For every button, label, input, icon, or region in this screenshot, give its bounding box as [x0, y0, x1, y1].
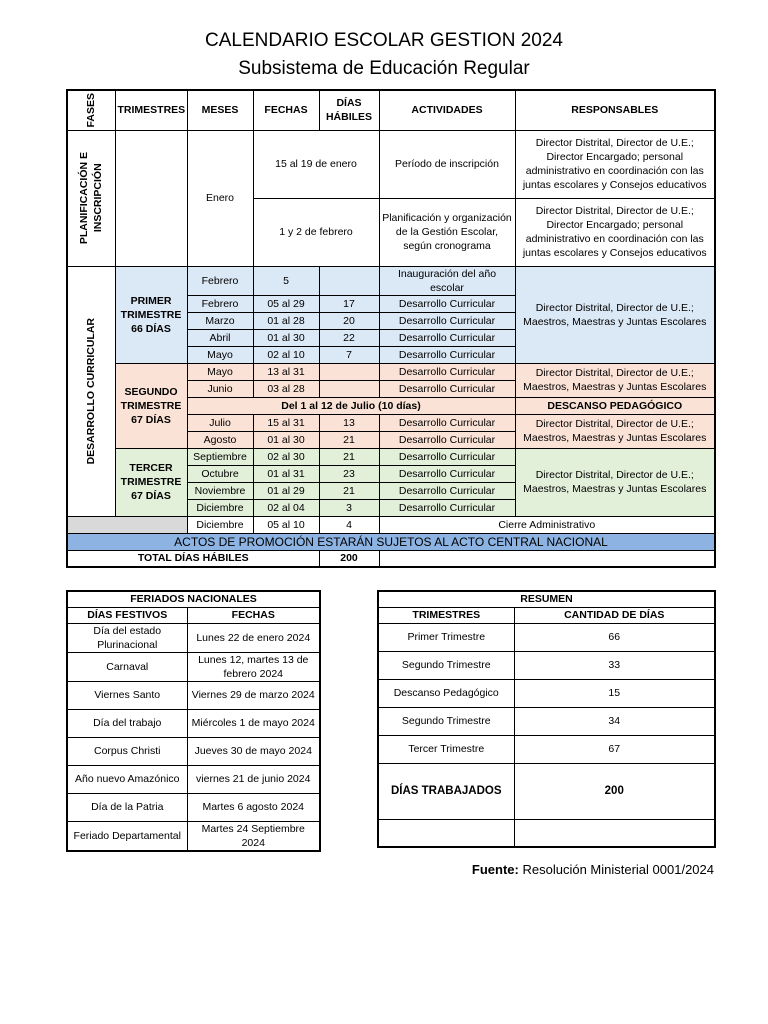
dias: 21 — [319, 482, 379, 499]
mes: Febrero — [187, 266, 253, 295]
actividad: Inauguración del año escolar — [379, 266, 515, 295]
mes: Mayo — [187, 363, 253, 380]
fecha: 02 al 30 — [253, 448, 319, 465]
trimestre-empty — [115, 130, 187, 266]
dias: 21 — [319, 448, 379, 465]
dias: 21 — [319, 431, 379, 448]
resumen-empty — [378, 819, 514, 847]
fecha: 13 al 31 — [253, 363, 319, 380]
resumen-label: Primer Trimestre — [378, 623, 514, 651]
fecha: 01 al 30 — [253, 431, 319, 448]
feriado-dia: Viernes Santo — [67, 681, 187, 709]
total-empty — [379, 550, 715, 567]
resumen-col-trimestres: TRIMESTRES — [378, 607, 514, 623]
actividad: Desarrollo Curricular — [379, 295, 515, 312]
mes: Diciembre — [187, 499, 253, 516]
actividad: Desarrollo Curricular — [379, 346, 515, 363]
actividad: Desarrollo Curricular — [379, 448, 515, 465]
fecha: 15 al 31 — [253, 414, 319, 431]
responsable-primero: Director Distrital, Director de U.E.; Maestros, Maestras y Juntas Escolares — [515, 266, 715, 363]
resumen-label: Segundo Trimestre — [378, 651, 514, 679]
actividad: Desarrollo Curricular — [379, 431, 515, 448]
feriado-dia: Día del estado Plurinacional — [67, 623, 187, 652]
header-actividades: ACTIVIDADES — [379, 90, 515, 130]
mes: Mayo — [187, 346, 253, 363]
mes: Abril — [187, 329, 253, 346]
resumen-label: Tercer Trimestre — [378, 735, 514, 763]
calendar-table — [66, 89, 716, 568]
actividad: Desarrollo Curricular — [379, 499, 515, 516]
feriados-table — [66, 590, 321, 852]
descanso-label: DESCANSO PEDAGÓGICO — [515, 397, 715, 414]
resumen-total-value: 200 — [514, 763, 715, 819]
resumen-value: 67 — [514, 735, 715, 763]
feriado-fecha: viernes 21 de junio 2024 — [187, 765, 320, 793]
cierre-mes: Diciembre — [187, 516, 253, 533]
feriado-dia: Año nuevo Amazónico — [67, 765, 187, 793]
mes: Noviembre — [187, 482, 253, 499]
dias: 13 — [319, 414, 379, 431]
actividad: Desarrollo Curricular — [379, 414, 515, 431]
cierre-dias: 4 — [319, 516, 379, 533]
responsable-tercero: Director Distrital, Director de U.E.; Maestros, Maestras y Juntas Escolares — [515, 448, 715, 516]
resumen-col-cantidad: CANTIDAD DE DÍAS — [514, 607, 715, 623]
actividad: Desarrollo Curricular — [379, 465, 515, 482]
source-text: Resolución Ministerial 0001/2024 — [522, 862, 714, 877]
feriado-fecha: Lunes 12, martes 13 de febrero 2024 — [187, 652, 320, 681]
trimestre-primero: PRIMER TRIMESTRE 66 DÍAS — [115, 266, 187, 363]
fecha: 01 al 28 — [253, 312, 319, 329]
header-responsables: RESPONSABLES — [515, 90, 715, 130]
fecha: 03 al 28 — [253, 380, 319, 397]
resumen-label: Segundo Trimestre — [378, 707, 514, 735]
feriado-dia: Día de la Patria — [67, 793, 187, 821]
resumen-empty — [514, 819, 715, 847]
header-dias-habiles: DÍAS HÁBILES — [319, 90, 379, 130]
feriado-dia: Corpus Christi — [67, 737, 187, 765]
feriado-fecha: Martes 24 Septiembre 2024 — [187, 821, 320, 851]
fecha-planificacion: 1 y 2 de febrero — [253, 198, 379, 266]
fecha: 02 al 04 — [253, 499, 319, 516]
actividad: Desarrollo Curricular — [379, 329, 515, 346]
dias: 3 — [319, 499, 379, 516]
dias: 22 — [319, 329, 379, 346]
dias — [319, 380, 379, 397]
cierre-actividad: Cierre Administrativo — [379, 516, 715, 533]
fecha: 01 al 31 — [253, 465, 319, 482]
actividad-planificacion: Planificación y organización de la Gestión Escolar, según cronograma — [379, 198, 515, 266]
resumen-total-label: DÍAS TRABAJADOS — [378, 763, 514, 819]
fecha: 5 — [253, 266, 319, 295]
responsable-segundo: Director Distrital, Director de U.E.; Maestros, Maestras y Juntas Escolares — [515, 363, 715, 397]
resumen-table — [377, 590, 716, 848]
responsable-segundo-b: Director Distrital, Director de U.E.; Maestros, Maestras y Juntas Escolares — [515, 414, 715, 448]
document-subtitle: Subsistema de Educación Regular — [238, 58, 530, 79]
dias: 20 — [319, 312, 379, 329]
feriado-fecha: Viernes 29 de marzo 2024 — [187, 681, 320, 709]
header-fases: FASES — [67, 90, 115, 130]
fecha-inscripcion: 15 al 19 de enero — [253, 130, 379, 198]
feriado-fecha: Jueves 30 de mayo 2024 — [187, 737, 320, 765]
actividad: Desarrollo Curricular — [379, 380, 515, 397]
phase-planificacion: PLANIFICACIÓN E INSCRIPCIÓN — [67, 130, 115, 266]
resumen-value: 15 — [514, 679, 715, 707]
resumen-value: 34 — [514, 707, 715, 735]
actos-banner: ACTOS DE PROMOCIÓN ESTARÁN SUJETOS AL ACTO CENTRAL NACIONAL — [67, 533, 715, 550]
actividad-inscripcion: Período de inscripción — [379, 130, 515, 198]
mes: Julio — [187, 414, 253, 431]
responsable-inscripcion: Director Distrital, Director de U.E.; Director Encargado; personal administrativo en coordinación con las juntas escolares y Consejos educativos — [515, 130, 715, 198]
actividad: Desarrollo Curricular — [379, 363, 515, 380]
dias: 7 — [319, 346, 379, 363]
responsable-planificacion: Director Distrital, Director de U.E.; Director Encargado; personal administrativo en coordinación con las juntas escolares y Consejos educativos — [515, 198, 715, 266]
dias: 23 — [319, 465, 379, 482]
feriados-col-dias: DÍAS FESTIVOS — [67, 607, 187, 623]
cierre-empty — [67, 516, 187, 533]
fecha: 05 al 29 — [253, 295, 319, 312]
fecha: 01 al 29 — [253, 482, 319, 499]
resumen-label: Descanso Pedagógico — [378, 679, 514, 707]
header-trimestres: TRIMESTRES — [115, 90, 187, 130]
document-title: CALENDARIO ESCOLAR GESTION 2024 — [205, 30, 563, 51]
dias — [319, 266, 379, 295]
feriado-dia: Carnaval — [67, 652, 187, 681]
actividad: Desarrollo Curricular — [379, 482, 515, 499]
header-meses: MESES — [187, 90, 253, 130]
feriados-title: FERIADOS NACIONALES — [67, 591, 320, 607]
trimestre-tercero: TERCER TRIMESTRE 67 DÍAS — [115, 448, 187, 516]
resumen-value: 66 — [514, 623, 715, 651]
dias: 17 — [319, 295, 379, 312]
resumen-title: RESUMEN — [378, 591, 715, 607]
feriado-fecha: Lunes 22 de enero 2024 — [187, 623, 320, 652]
header-fechas: FECHAS — [253, 90, 319, 130]
resumen-value: 33 — [514, 651, 715, 679]
fecha: 02 al 10 — [253, 346, 319, 363]
mes: Septiembre — [187, 448, 253, 465]
actividad: Desarrollo Curricular — [379, 312, 515, 329]
mes: Junio — [187, 380, 253, 397]
total-value: 200 — [319, 550, 379, 567]
phase-desarrollo: DESARROLLO CURRICULAR — [67, 266, 115, 516]
source-label: Fuente: — [471, 862, 519, 877]
trimestre-segundo: SEGUNDO TRIMESTRE 67 DÍAS — [115, 363, 187, 448]
feriados-col-fechas: FECHAS — [187, 607, 320, 623]
feriado-fecha: Miércoles 1 de mayo 2024 — [187, 709, 320, 737]
feriado-dia: Feriado Departamental — [67, 821, 187, 851]
mes: Febrero — [187, 295, 253, 312]
mes: Octubre — [187, 465, 253, 482]
source-note — [472, 862, 714, 877]
cierre-fecha: 05 al 10 — [253, 516, 319, 533]
feriado-dia: Día del trabajo — [67, 709, 187, 737]
feriado-fecha: Martes 6 agosto 2024 — [187, 793, 320, 821]
mes: Agosto — [187, 431, 253, 448]
descanso-rango: Del 1 al 12 de Julio (10 días) — [187, 397, 515, 414]
dias — [319, 363, 379, 380]
fecha: 01 al 30 — [253, 329, 319, 346]
mes: Marzo — [187, 312, 253, 329]
total-label: TOTAL DÍAS HÁBILES — [67, 550, 319, 567]
mes-enero: Enero — [187, 130, 253, 266]
